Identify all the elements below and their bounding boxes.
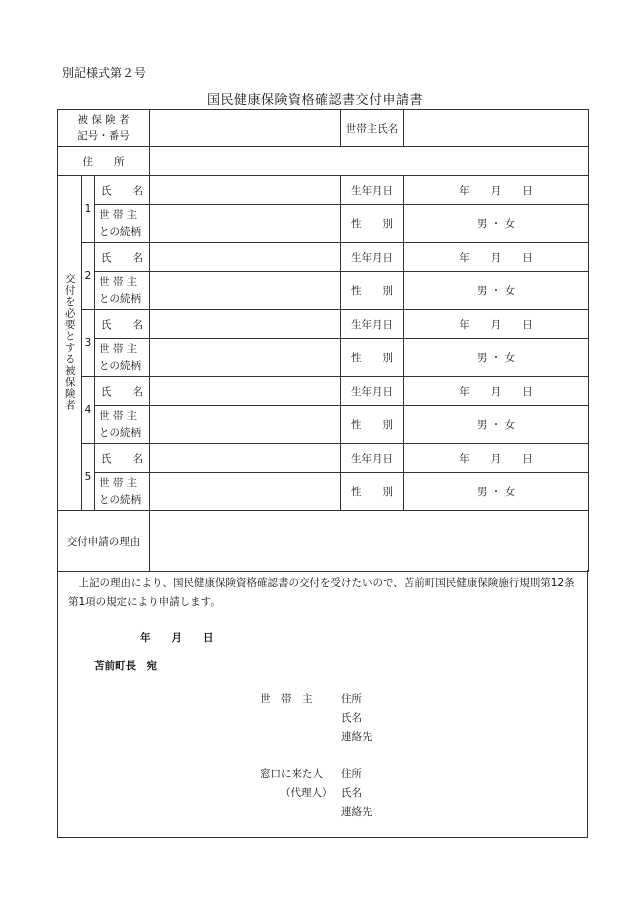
relation-label-line2: との続柄 bbox=[99, 292, 141, 305]
insured-label-line2: 記号・番号 bbox=[77, 130, 130, 142]
insured-label-line1: 被 保 険 者 bbox=[77, 113, 130, 126]
relation-field[interactable] bbox=[150, 473, 341, 511]
insured-number-label-cell bbox=[58, 110, 150, 147]
birth-label: 生年月日 bbox=[341, 243, 404, 272]
head-of-household-label: 世 帯 主 bbox=[260, 693, 313, 705]
member-number: 5 bbox=[82, 444, 95, 511]
member-name-label: 氏 名 bbox=[95, 243, 150, 272]
member-number: 3 bbox=[82, 310, 95, 377]
reason-row bbox=[58, 511, 589, 572]
birth-field[interactable]: 年 月 日 bbox=[404, 176, 589, 205]
relation-label-line1: 世 帯 主 bbox=[99, 209, 138, 222]
address-label: 住 所 bbox=[58, 147, 150, 176]
address-field[interactable] bbox=[150, 147, 589, 176]
relation-label-line1: 世 帯 主 bbox=[99, 276, 138, 289]
birth-field[interactable]: 年 月 日 bbox=[404, 377, 589, 406]
relation-label bbox=[95, 339, 150, 377]
birth-label: 生年月日 bbox=[341, 176, 404, 205]
declaration-statement: 上記の理由により、国民健康保険資格確認書の交付を受けたいので、苫前町国民健康保険施行規則第12条第1項の規定により申請します。 bbox=[68, 577, 575, 608]
sex-field[interactable]: 男 ・ 女 bbox=[404, 205, 589, 243]
member-row-name bbox=[58, 444, 589, 473]
member-row-relation bbox=[58, 272, 589, 310]
visitor-address-label: 住所 bbox=[341, 768, 362, 780]
sex-label: 性 別 bbox=[341, 205, 404, 243]
birth-label: 生年月日 bbox=[341, 444, 404, 473]
member-number: 1 bbox=[82, 176, 95, 243]
member-row-name bbox=[58, 176, 589, 205]
insured-number-field[interactable] bbox=[150, 110, 341, 147]
member-row-relation bbox=[58, 339, 589, 377]
relation-field[interactable] bbox=[150, 339, 341, 377]
relation-label-line1: 世 帯 主 bbox=[99, 410, 138, 423]
relation-field[interactable] bbox=[150, 406, 341, 444]
birth-field[interactable]: 年 月 日 bbox=[404, 444, 589, 473]
head-address-label: 住所 bbox=[341, 693, 362, 705]
member-name-field[interactable] bbox=[150, 310, 341, 339]
relation-field[interactable] bbox=[150, 205, 341, 243]
member-name-label: 氏 名 bbox=[95, 176, 150, 205]
reason-field[interactable] bbox=[150, 511, 589, 572]
member-name-field[interactable] bbox=[150, 377, 341, 406]
head-name-field[interactable] bbox=[404, 110, 589, 147]
visitor-contact-label: 連絡先 bbox=[341, 806, 373, 818]
sex-label: 性 別 bbox=[341, 473, 404, 511]
member-row-relation bbox=[58, 473, 589, 511]
sex-label: 性 別 bbox=[341, 339, 404, 377]
form-number: 別記様式第２号 bbox=[62, 66, 147, 80]
member-row-name bbox=[58, 243, 589, 272]
member-row-name bbox=[58, 310, 589, 339]
sex-label: 性 別 bbox=[341, 406, 404, 444]
reason-label: 交付申請の理由 bbox=[58, 511, 150, 572]
form-title: 国民健康保険資格確認書交付申請書 bbox=[206, 93, 423, 108]
member-row-relation bbox=[58, 205, 589, 243]
side-label-cell bbox=[58, 176, 82, 511]
birth-label: 生年月日 bbox=[341, 310, 404, 339]
head-name-label-2: 氏名 bbox=[341, 712, 362, 724]
member-row-name bbox=[58, 377, 589, 406]
relation-label-line2: との続柄 bbox=[99, 493, 141, 506]
head-name-label: 世帯主氏名 bbox=[341, 110, 404, 147]
member-number: 4 bbox=[82, 377, 95, 444]
head-contact-label: 連絡先 bbox=[341, 731, 373, 743]
member-name-label: 氏 名 bbox=[95, 377, 150, 406]
sex-field[interactable]: 男 ・ 女 bbox=[404, 406, 589, 444]
member-row-relation bbox=[58, 406, 589, 444]
sex-label: 性 別 bbox=[341, 272, 404, 310]
sex-field[interactable]: 男 ・ 女 bbox=[404, 272, 589, 310]
member-name-field[interactable] bbox=[150, 444, 341, 473]
declaration-section bbox=[57, 570, 588, 838]
relation-label bbox=[95, 205, 150, 243]
addressee: 苫前町長 宛 bbox=[94, 660, 157, 672]
relation-label-line1: 世 帯 主 bbox=[99, 477, 138, 490]
relation-label bbox=[95, 272, 150, 310]
side-label: 交付を必要とする被保険者 bbox=[63, 272, 76, 411]
birth-label: 生年月日 bbox=[341, 377, 404, 406]
application-form-table bbox=[57, 109, 589, 572]
birth-field[interactable]: 年 月 日 bbox=[404, 310, 589, 339]
sex-field[interactable]: 男 ・ 女 bbox=[404, 473, 589, 511]
member-name-field[interactable] bbox=[150, 243, 341, 272]
proxy-label: （代理人） bbox=[280, 787, 333, 799]
member-name-label: 氏 名 bbox=[95, 310, 150, 339]
application-date[interactable]: 年 月 日 bbox=[140, 632, 214, 644]
relation-field[interactable] bbox=[150, 272, 341, 310]
relation-label-line1: 世 帯 主 bbox=[99, 343, 138, 356]
sex-field[interactable]: 男 ・ 女 bbox=[404, 339, 589, 377]
member-number: 2 bbox=[82, 243, 95, 310]
relation-label-line2: との続柄 bbox=[99, 225, 141, 238]
member-name-field[interactable] bbox=[150, 176, 341, 205]
visitor-label: 窓口に来た人 bbox=[260, 768, 323, 780]
birth-field[interactable]: 年 月 日 bbox=[404, 243, 589, 272]
relation-label-line2: との続柄 bbox=[99, 426, 141, 439]
relation-label bbox=[95, 406, 150, 444]
relation-label bbox=[95, 473, 150, 511]
relation-label-line2: との続柄 bbox=[99, 359, 141, 372]
member-name-label: 氏 名 bbox=[95, 444, 150, 473]
visitor-name-label: 氏名 bbox=[341, 787, 362, 799]
